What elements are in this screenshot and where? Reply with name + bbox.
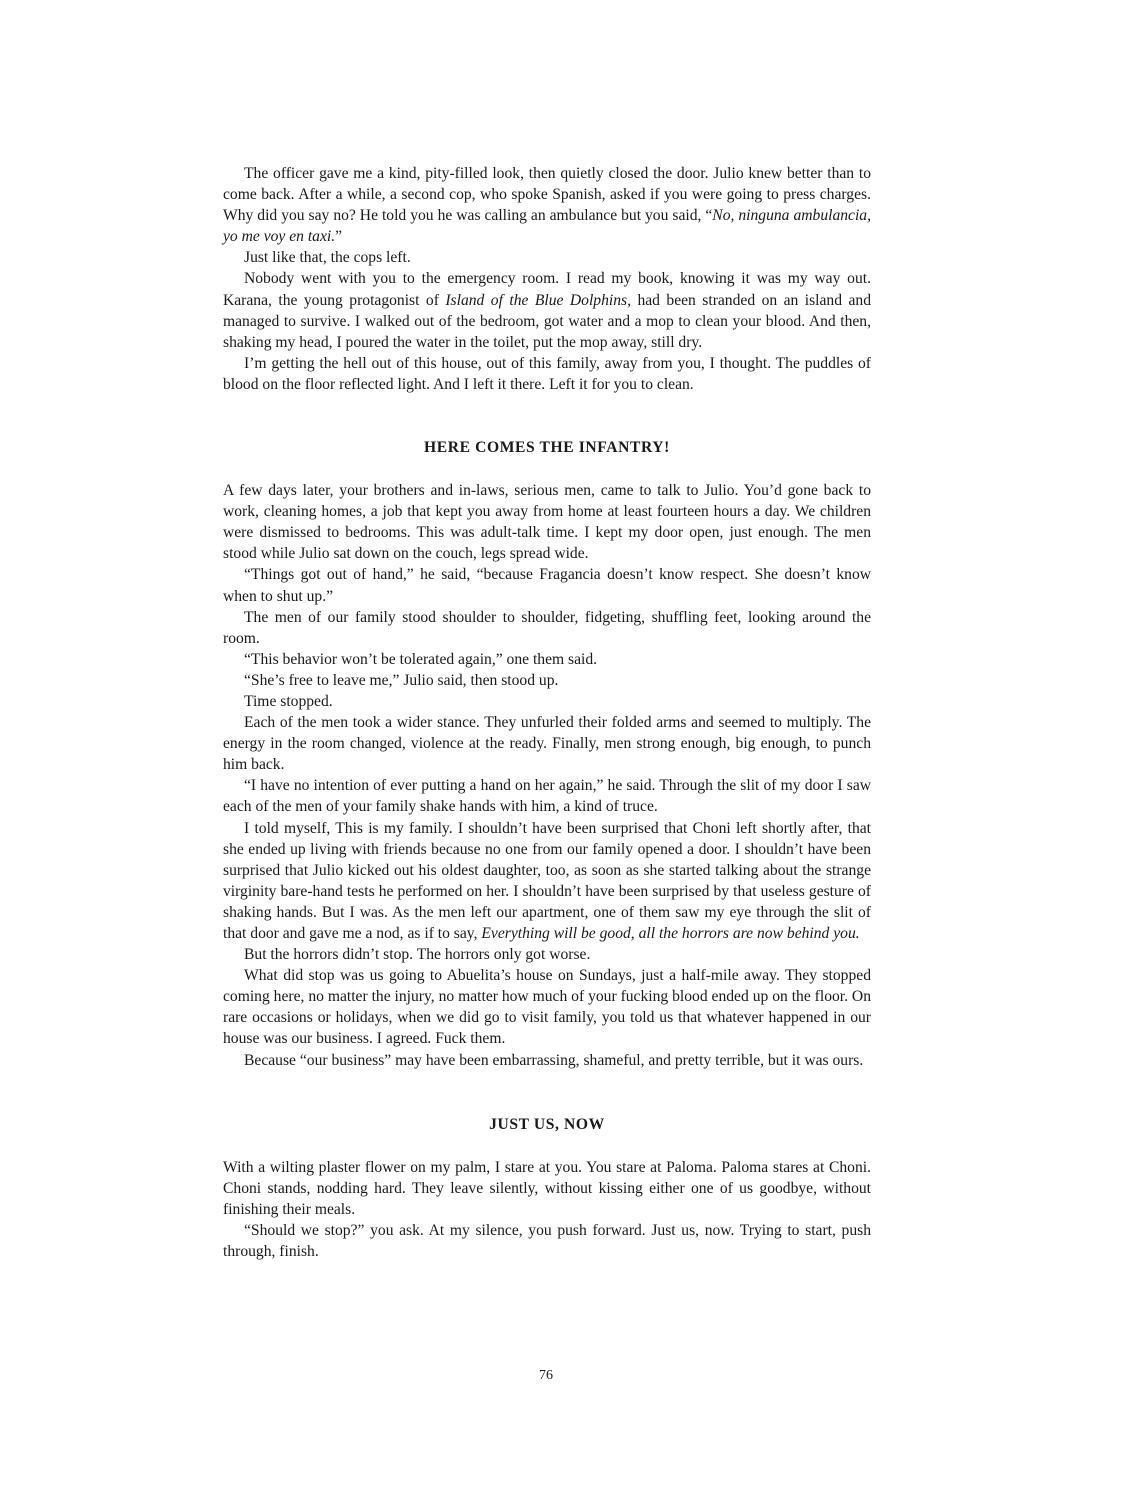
- italic-thought: Everything will be good, all the horrors are now behind you.: [481, 925, 860, 942]
- paragraph: Each of the men took a wider stance. They unfurled their folded arms and seemed to multiply. The energy in the room changed, violence at the ready. Finally, men strong enough, big enough, to punch him back.: [223, 714, 871, 774]
- paragraph: Time stopped.: [244, 692, 333, 710]
- paragraph-text: ”: [335, 228, 343, 246]
- paragraph: “She’s free to leave me,” Julio said, then stood up.: [244, 671, 559, 689]
- paragraph-text: , had been stranded on an island and managed to survive. I walked out of the bedroom, got water and a mop to clean your blood. And then, shaking my head, I poured the water in the toilet, put the mop away, still dry.: [223, 291, 871, 351]
- section-heading: JUST US, NOW: [489, 1115, 605, 1133]
- section-heading: HERE COMES THE INFANTRY!: [424, 439, 670, 457]
- paragraph: I’m getting the hell out of this house, out of this family, away from you, I thought. The puddles of blood on the floor reflected light. And I left it there. Left it for you to clean.: [223, 354, 871, 393]
- page-number: 76: [539, 1368, 553, 1383]
- paragraph: What did stop was us going to Abuelita’s house on Sundays, just a half-mile away. They stopped coming here, no matter the injury, no matter how much of your fucking blood ended up on the floor. On rare occasions or holidays, when we did go to visit family, you told us that whatever happened in our house was our business. I agreed. Fuck them.: [223, 967, 871, 1048]
- paragraph: But the horrors didn’t stop. The horrors only got worse.: [244, 946, 591, 964]
- paragraph: “This behavior won’t be tolerated again,” one them said.: [244, 650, 598, 668]
- paragraph-text: The officer gave me a kind, pity-filled look, then quietly closed the door. Julio knew better than to come back. After a while, a second cop, who spoke Spanish, asked if you were going to press charges. Why did you say no? He told you he was calling an ambulance but you said, “: [223, 165, 871, 225]
- paragraph-text: Nobody went with you to the emergency room. I read my book, knowing it was my way out. Karana, the young protagonist of: [223, 270, 871, 309]
- paragraph: A few days later, your brothers and in-laws, serious men, came to talk to Julio. You’d gone back to work, cleaning homes, a job that kept you away from home at least fourteen hours a day. We children were dismissed to bedrooms. This was adult-talk time. I kept my door open, just enough. The men stood while Julio sat down on the couch, legs spread wide.: [223, 482, 871, 563]
- paragraph: [223, 268, 871, 352]
- paragraph: [223, 163, 871, 247]
- paragraph: Because “our business” may have been embarrassing, shameful, and pretty terrible, but it was ours.: [244, 1051, 864, 1069]
- page-body: [223, 163, 871, 1262]
- italic-quote: No, ninguna ambulancia, yo me voy en taxi.: [223, 207, 871, 246]
- paragraph: “Things got out of hand,” he said, “because Fragancia doesn’t know respect. She doesn’t know when to shut up.”: [223, 566, 871, 605]
- book-title: Island of the Blue Dolphins: [445, 291, 628, 309]
- paragraph: The men of our family stood shoulder to shoulder, fidgeting, shuffling feet, looking around the room.: [223, 608, 871, 647]
- paragraph: “Should we stop?” you ask. At my silence, you push forward. Just us, now. Trying to start, push through, finish.: [223, 1221, 871, 1261]
- paragraph: [223, 818, 871, 945]
- paragraph: Just like that, the cops left.: [244, 249, 411, 267]
- paragraph: With a wilting plaster flower on my palm, I stare at you. You stare at Paloma. Paloma stares at Choni. Choni stands, nodding hard. They leave silently, without kissing either one of us goodbye, without finishing their meals.: [223, 1158, 871, 1218]
- paragraph: “I have no intention of ever putting a hand on her again,” he said. Through the slit of my door I saw each of the men of your family shake hands with him, a kind of truce.: [223, 777, 871, 816]
- paragraph-text: I told myself, This is my family. I shouldn’t have been surprised that Choni left shortly after, that she ended up living with friends because no one from our family opened a door. I shouldn’t have been surprised that Julio kicked out his oldest daughter, too, as soon as she started talking about the strange virginity bare-hand tests he performed on her. I shouldn’t have been surprised by that useless gesture of shaking hands. But I was. As the men left our apartment, one of them saw my eye through the slit of that door and gave me a nod, as if to say,: [223, 819, 871, 942]
